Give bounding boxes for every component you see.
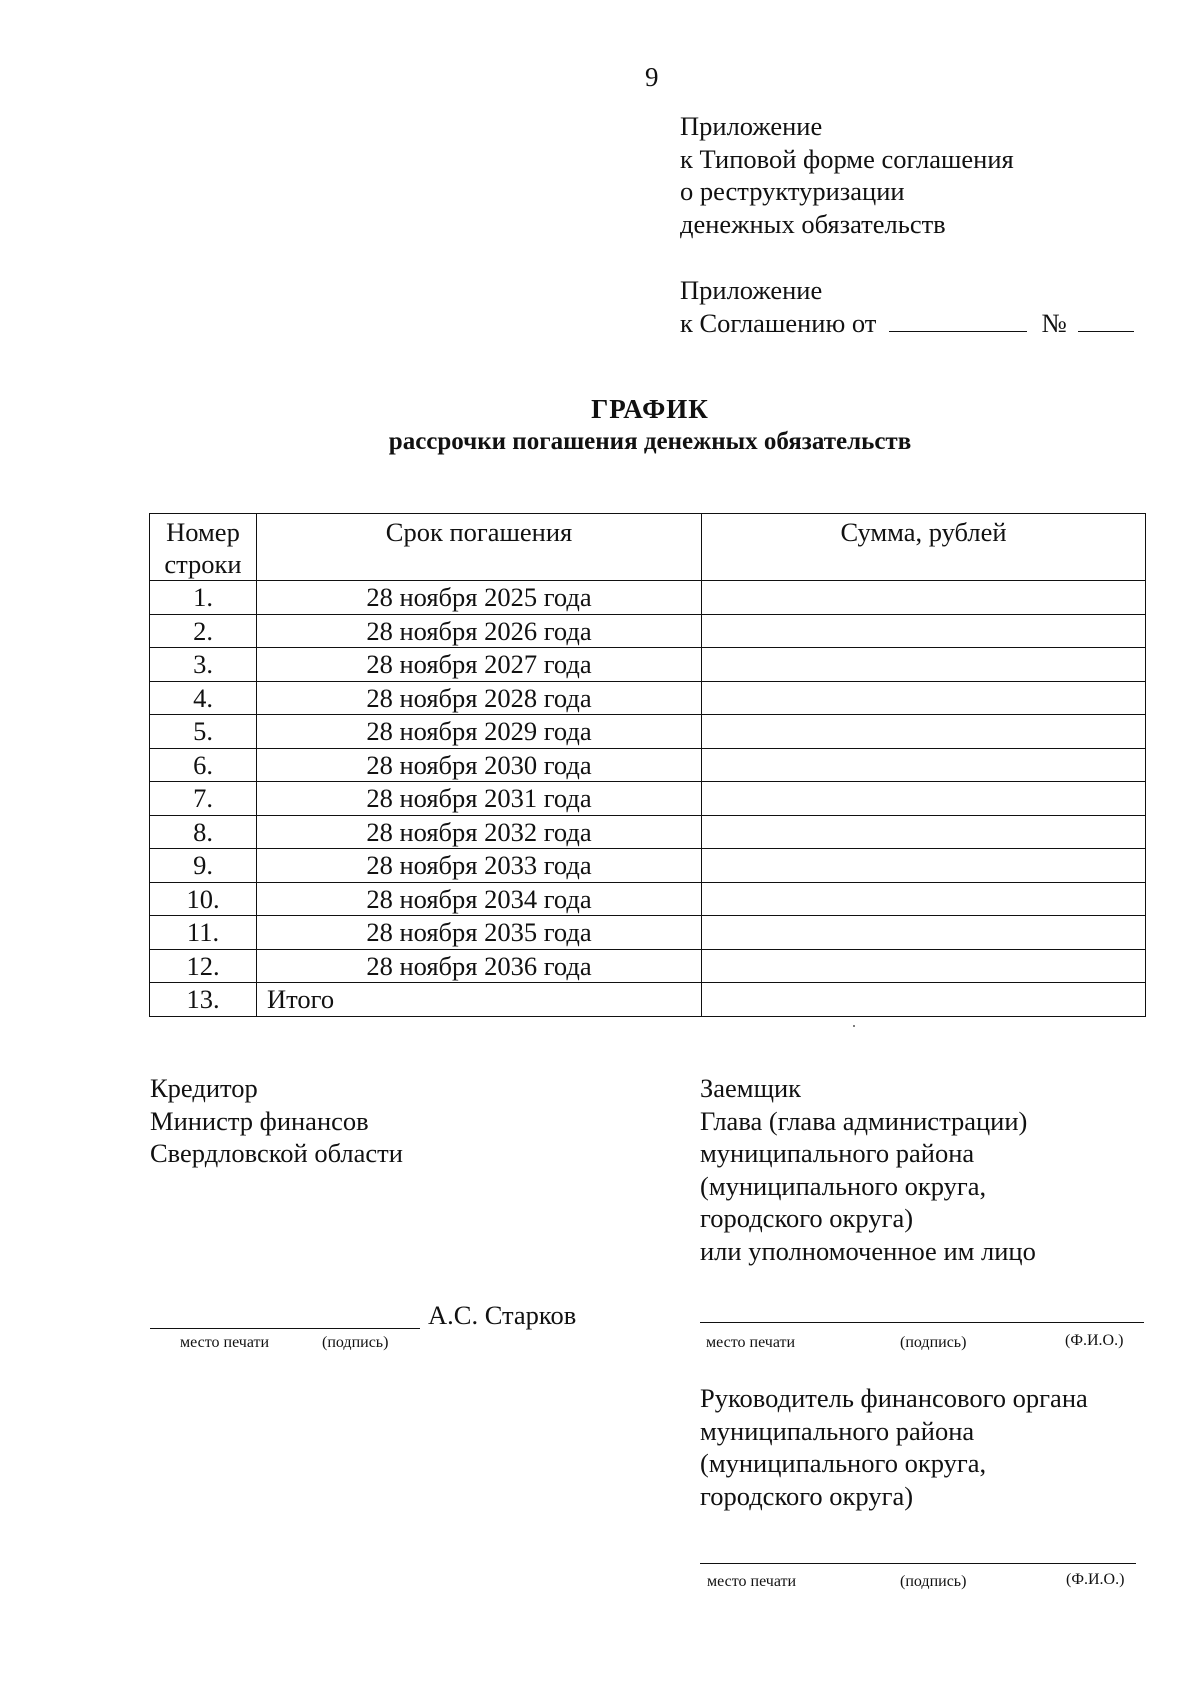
row-due-date: 28 ноября 2036 года <box>257 949 702 983</box>
agreement-number-blank <box>1078 309 1134 332</box>
financial-head-line: муниципального района <box>700 1415 975 1446</box>
row-due-date: 28 ноября 2026 года <box>257 614 702 648</box>
header-amount: Сумма, рублей <box>702 514 1146 581</box>
borrower-line: (муниципального округа, <box>700 1170 987 1201</box>
row-amount <box>702 715 1146 749</box>
table-row <box>150 648 1146 682</box>
creditor-label: Кредитор <box>150 1073 258 1103</box>
header-row-number-line2: строки <box>164 549 242 579</box>
row-amount <box>702 614 1146 648</box>
row-amount <box>702 648 1146 682</box>
page-number: 9 <box>645 62 659 92</box>
creditor-stamp-caption: место печати <box>180 1334 270 1351</box>
header-due-date: Срок погашения <box>257 514 702 581</box>
borrower-line: муниципального района <box>700 1138 975 1168</box>
table-header-row <box>150 514 1146 581</box>
row-due-date: 28 ноября 2034 года <box>257 882 702 916</box>
table-row-total <box>150 983 1146 1017</box>
borrower-line: городского округа) <box>700 1203 914 1233</box>
financial-head-stamp-caption: место печати <box>707 1573 797 1590</box>
row-amount <box>702 581 1146 615</box>
borrower-label: Заемщик <box>700 1073 802 1103</box>
row-amount <box>702 916 1146 950</box>
creditor-region: Свердловской области <box>150 1138 403 1168</box>
borrower-name-caption: (Ф.И.О.) <box>1065 1332 1124 1349</box>
table-row <box>150 949 1146 983</box>
row-number: 4. <box>150 681 257 715</box>
row-due-date: 28 ноября 2029 года <box>257 715 702 749</box>
row-number: 13. <box>150 983 257 1017</box>
agreement-date-blank <box>889 309 1027 332</box>
row-amount <box>702 748 1146 782</box>
annex-agreement <box>680 274 1134 339</box>
annex-typical-form <box>680 110 1014 240</box>
annex-agreement-line1: Приложение <box>680 275 823 305</box>
financial-head-name-caption: (Ф.И.О.) <box>1066 1571 1125 1588</box>
row-number: 12. <box>150 949 257 983</box>
row-number: 10. <box>150 882 257 916</box>
row-amount <box>702 949 1146 983</box>
scan-speck <box>853 1025 855 1027</box>
annex-line: о реструктуризации <box>680 176 905 206</box>
creditor-signature-caption: (подпись) <box>322 1334 389 1351</box>
table-row <box>150 681 1146 715</box>
header-row-number-line1: Номер <box>166 517 240 547</box>
creditor-block <box>150 1072 403 1170</box>
row-amount <box>702 815 1146 849</box>
table-row <box>150 849 1146 883</box>
annex-line: к Типовой форме соглашения <box>680 143 1014 174</box>
row-number: 8. <box>150 815 257 849</box>
table-row <box>150 614 1146 648</box>
table-row <box>150 882 1146 916</box>
agreement-number-sign: № <box>1041 307 1067 338</box>
document-subtitle: рассрочки погашения денежных обязательств <box>388 428 912 455</box>
borrower-block <box>700 1072 1036 1267</box>
borrower-stamp-caption: место печати <box>706 1334 796 1351</box>
row-due-date: 28 ноября 2035 года <box>257 916 702 950</box>
annex-line: Приложение <box>680 111 823 141</box>
financial-head-line: (муниципального округа, <box>700 1448 987 1478</box>
row-amount <box>702 782 1146 816</box>
row-amount <box>702 983 1146 1017</box>
row-number: 3. <box>150 648 257 682</box>
row-total-label: Итого <box>257 983 702 1017</box>
row-number: 1. <box>150 581 257 615</box>
financial-head-line: Руководитель финансового органа <box>700 1383 1088 1413</box>
table-row <box>150 715 1146 749</box>
row-due-date: 28 ноября 2028 года <box>257 681 702 715</box>
row-due-date: 28 ноября 2033 года <box>257 849 702 883</box>
creditor-signature-line <box>150 1328 420 1329</box>
table-row <box>150 916 1146 950</box>
row-due-date: 28 ноября 2032 года <box>257 815 702 849</box>
row-number: 6. <box>150 748 257 782</box>
financial-head-signature-caption: (подпись) <box>900 1573 967 1590</box>
document-title: ГРАФИК <box>591 394 709 424</box>
annex-line: денежных обязательств <box>680 208 946 239</box>
annex-agreement-line2 <box>680 307 1134 340</box>
row-number: 9. <box>150 849 257 883</box>
creditor-signer-name: А.С. Старков <box>428 1300 577 1330</box>
row-amount <box>702 882 1146 916</box>
row-number: 2. <box>150 614 257 648</box>
financial-head-signature-line <box>700 1563 1136 1564</box>
row-due-date: 28 ноября 2025 года <box>257 581 702 615</box>
borrower-line: Глава (глава администрации) <box>700 1105 1028 1136</box>
table-row <box>150 782 1146 816</box>
row-due-date: 28 ноября 2031 года <box>257 782 702 816</box>
row-due-date: 28 ноября 2027 года <box>257 648 702 682</box>
row-amount <box>702 849 1146 883</box>
borrower-line: или уполномоченное им лицо <box>700 1235 1036 1266</box>
row-due-date: 28 ноября 2030 года <box>257 748 702 782</box>
financial-head-line: городского округа) <box>700 1480 914 1511</box>
repayment-schedule-table <box>149 513 1146 1017</box>
header-row-number <box>150 514 257 581</box>
annex-agreement-prefix: к Соглашению от <box>680 307 877 338</box>
row-number: 11. <box>150 916 257 950</box>
row-number: 5. <box>150 715 257 749</box>
table-row <box>150 581 1146 615</box>
table-row <box>150 815 1146 849</box>
row-number: 7. <box>150 782 257 816</box>
creditor-position: Министр финансов <box>150 1105 369 1136</box>
financial-head-block <box>700 1382 1088 1512</box>
borrower-signature-line <box>700 1322 1144 1323</box>
borrower-signature-caption: (подпись) <box>900 1334 967 1351</box>
table-row <box>150 748 1146 782</box>
row-amount <box>702 681 1146 715</box>
